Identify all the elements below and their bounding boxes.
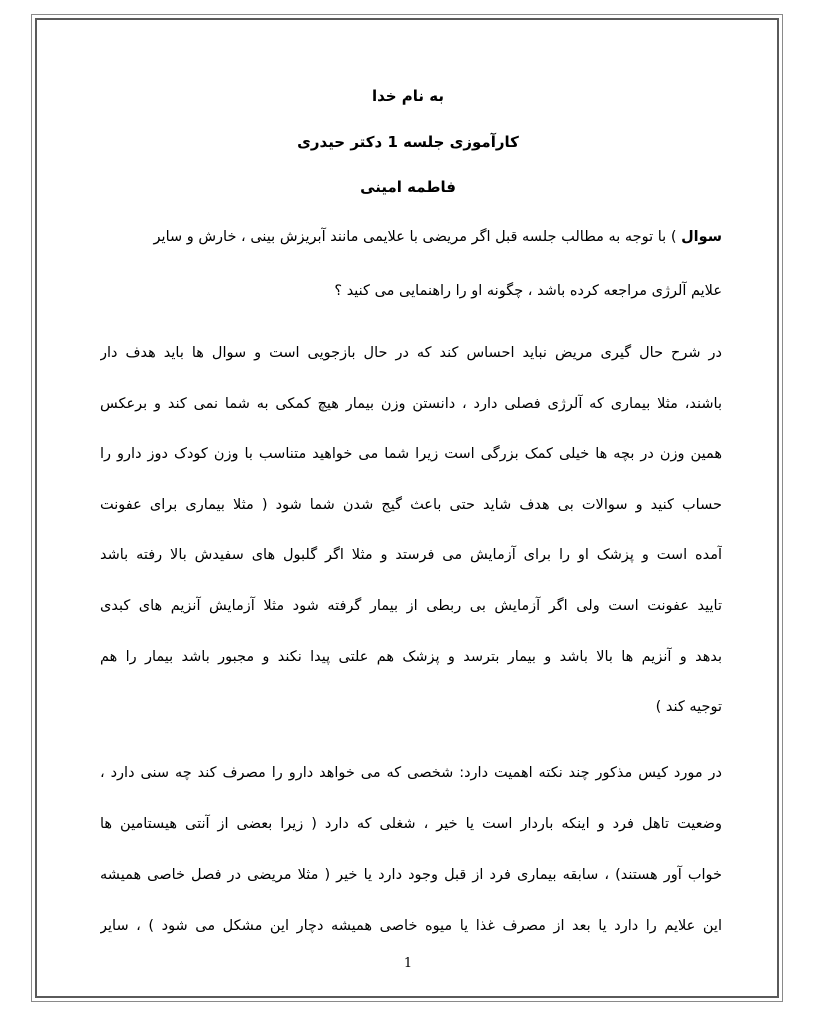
answer-line: در مورد کیس مذکور چند نکته اهمیت دارد: شخصی که می خواهد دارو را مصرف کند چه سنی دارد ، <box>100 765 722 781</box>
question-line-1 <box>100 226 722 248</box>
answer-line: وضعیت تاهل فرد و اینکه باردار است یا خیر ، شغلی که دارد ( زیرا بعضی از آنتی هیستامین ها <box>100 816 722 832</box>
heading-session-title: کارآموزی جلسه 1 دکتر حیدری <box>297 133 519 151</box>
answer-line: توجیه کند ) <box>655 699 722 715</box>
heading-author-name: فاطمه امینی <box>360 178 456 196</box>
answer-line: حساب کنید و سوالات بی هدف شاید حتی باعث گیج شدن شما شود ( مثلا بیماری برای عفونت <box>100 497 722 513</box>
answer-line: بدهد و آنزیم ها بالا باشد و بیمار بترسد و پزشک هم علتی پیدا نکند و مجبور باشد بیمار را هم <box>100 649 722 665</box>
answer-line: خواب آور هستند) ، سابقه بیماری فرد از قبل وجود دارد یا خیر ( مثلا مریضی در فصل خاصی همیشه <box>100 867 722 883</box>
answer-line: در شرح حال گیری مریض نباید احساس کند که در حال بازجویی است و سوال ها باید هدف دار <box>100 345 722 361</box>
answer-line: آمده است و پزشک او را برای آزمایش می فرستد و مثلا اگر گلبول های سفیدش بالا رفته باشد <box>100 547 722 563</box>
heading-bismillah: به نام خدا <box>371 87 445 105</box>
answer-line: تایید عفونت است ولی اگر آزمایش بی ربطی از بیمار گرفته شود مثلا آزمایش آنزیم های کبدی <box>100 598 722 614</box>
answer-line: این علایم را دارد یا بعد از مصرف غذا یا میوه خاصی همیشه دچار این مشکل می شود ) ، سایر <box>100 918 722 934</box>
answer-line: همین وزن در بچه ها خیلی کمک بزرگی است زیرا شما می خواهید متناسب با وزن کودک دوز دارو را <box>100 446 722 462</box>
question-line-2: علایم آلرژی مراجعه کرده باشد ، چگونه او را راهنمایی می کنید ؟ <box>334 283 722 299</box>
page-number: 1 <box>403 956 413 971</box>
question-text-1: ) با توجه به مطالب جلسه قبل اگر مریضی با علایمی مانند آبریزش بینی ، خارش و سایر <box>153 229 677 245</box>
answer-line: باشند، مثلا بیماری که آلرژی فصلی دارد ، دانستن وزن بیمار هیچ کمکی به شما نمی کند و برعکس <box>100 396 722 412</box>
question-label: سوال <box>681 229 722 245</box>
